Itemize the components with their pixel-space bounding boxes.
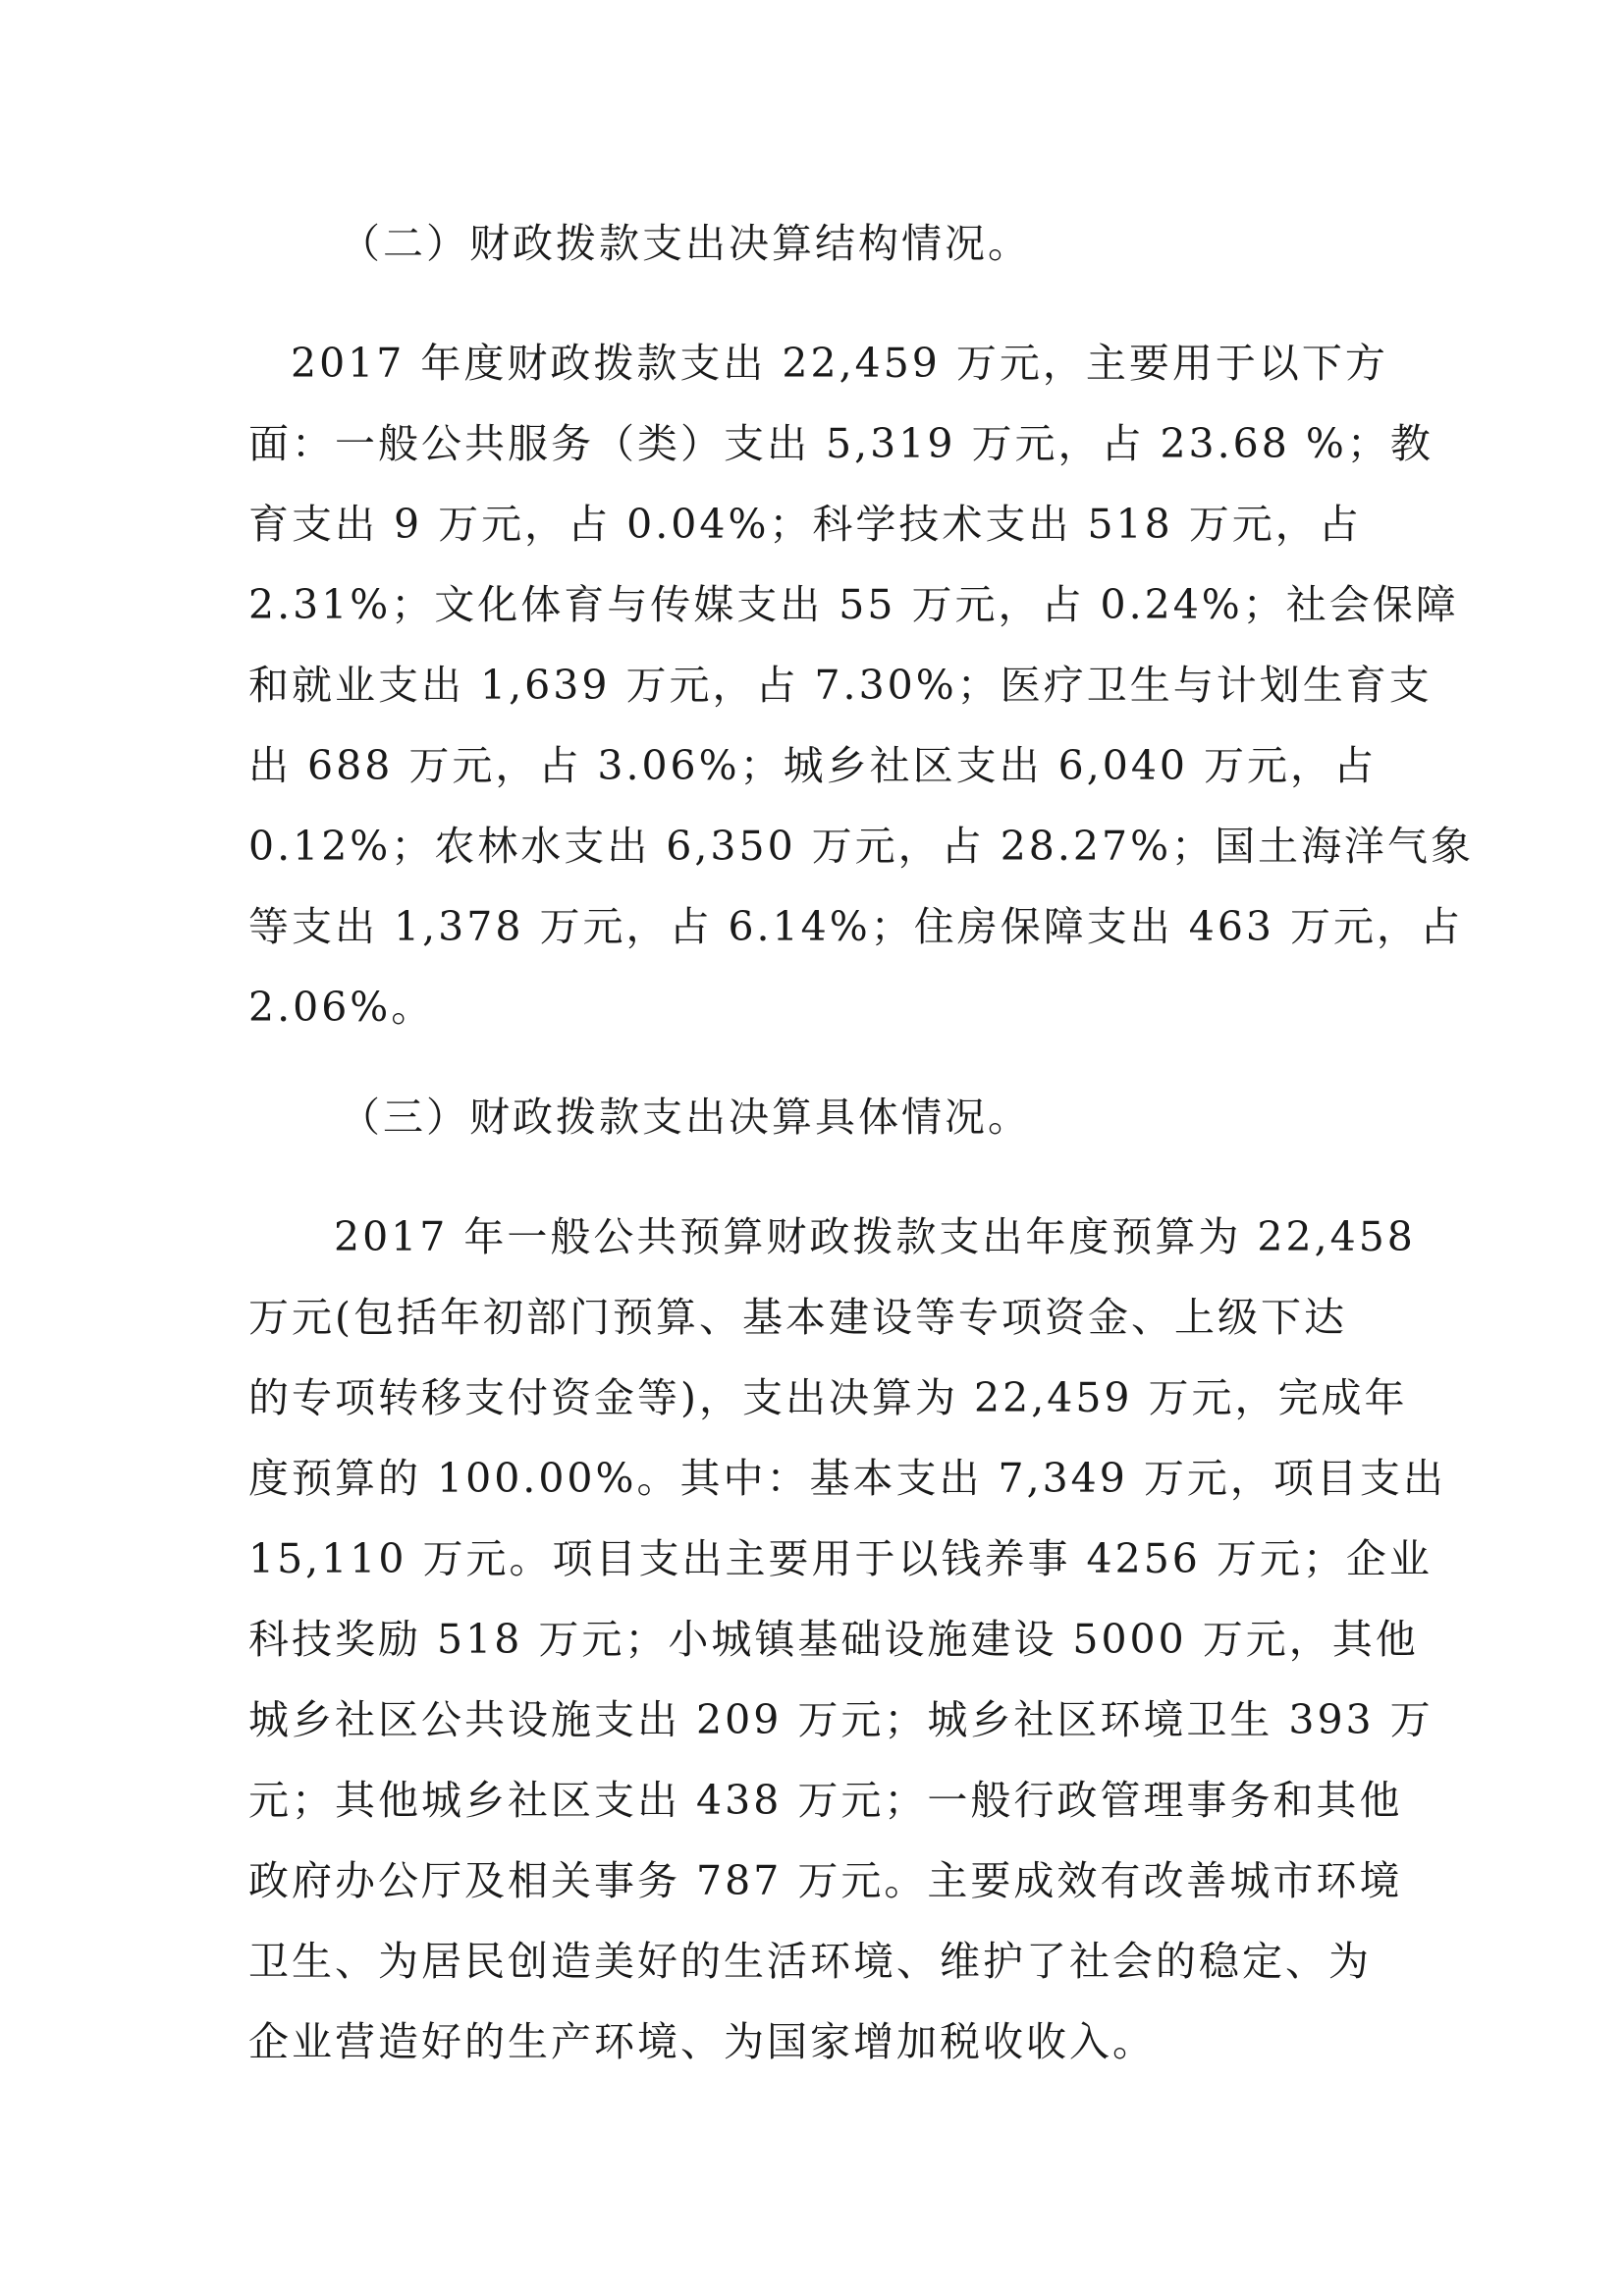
paragraph-line: 科技奖励 518 万元；小城镇基础设施建设 5000 万元，其他 [248, 1616, 1419, 1663]
paragraph-line: 0.12%；农林水支出 6,350 万元，占 28.27%；国土海洋气象 [248, 823, 1475, 870]
paragraph-line: 政府办公厅及相关事务 787 万元。主要成效有改善城市环境 [248, 1857, 1403, 1904]
paragraph-line: 育支出 9 万元，占 0.04%；科学技术支出 518 万元，占 [248, 501, 1362, 548]
paragraph-line: 企业营造好的生产环境、为国家增加税收收入。 [248, 2018, 1156, 2065]
paragraph-line: 卫生、为居民创造美好的生活环境、维护了社会的稳定、为 [248, 1938, 1372, 1985]
paragraph-line: 2017 年度财政拨款支出 22,459 万元，主要用于以下方 [291, 340, 1388, 387]
paragraph-line: 元；其他城乡社区支出 438 万元；一般行政管理事务和其他 [248, 1777, 1403, 1824]
section-3-heading: （三）财政拨款支出决算具体情况。 [340, 1094, 1031, 1141]
paragraph-line: 面：一般公共服务（类）支出 5,319 万元，占 23.68 %；教 [248, 420, 1434, 467]
paragraph-line: 度预算的 100.00%。其中：基本支出 7,349 万元，项目支出 [248, 1455, 1446, 1502]
paragraph-line: 2.06%。 [248, 984, 435, 1031]
paragraph-line: 等支出 1,378 万元，占 6.14%；住房保障支出 463 万元，占 [248, 903, 1464, 950]
section-2-heading: （二）财政拨款支出决算结构情况。 [340, 220, 1031, 267]
paragraph-line: 万元(包括年初部门预算、基本建设等专项资金、上级下达 [248, 1294, 1347, 1341]
paragraph-line: 2017 年一般公共预算财政拨款支出年度预算为 22,458 [334, 1213, 1416, 1260]
paragraph-line: 和就业支出 1,639 万元，占 7.30%；医疗卫生与计划生育支 [248, 662, 1433, 709]
paragraph-line: 城乡社区公共设施支出 209 万元；城乡社区环境卫生 393 万 [248, 1696, 1434, 1743]
paragraph-line: 的专项转移支付资金等)，支出决算为 22,459 万元，完成年 [248, 1374, 1408, 1421]
paragraph-line: 出 688 万元，占 3.06%；城乡社区支出 6,040 万元，占 [248, 742, 1378, 789]
paragraph-line: 2.31%；文化体育与传媒支出 55 万元，占 0.24%；社会保障 [248, 581, 1459, 628]
paragraph-line: 15,110 万元。项目支出主要用于以钱养事 4256 万元；企业 [248, 1535, 1433, 1582]
